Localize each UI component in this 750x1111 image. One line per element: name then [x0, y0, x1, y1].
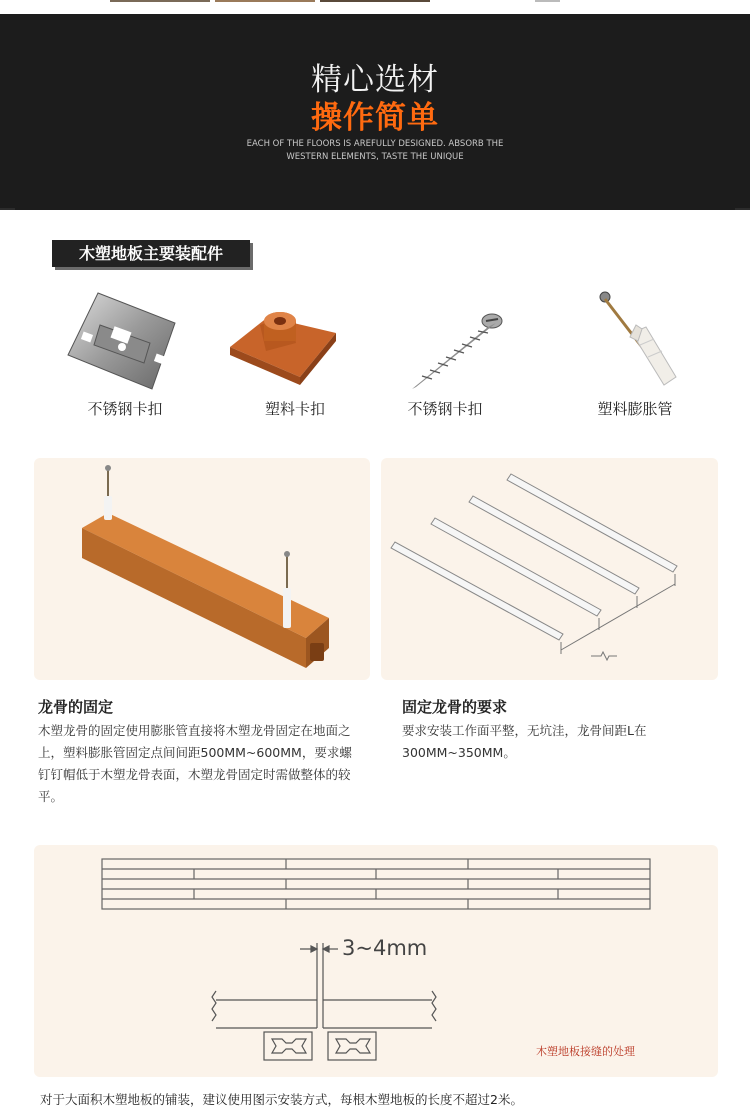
part-label: 不锈钢卡扣 — [87, 400, 163, 418]
keel-fixing-image — [34, 458, 370, 680]
top-strip — [0, 0, 750, 14]
stainless-clip-icon — [40, 285, 210, 395]
keel-fixing-title: 龙骨的固定 — [38, 698, 114, 716]
plastic-clip-icon — [210, 285, 380, 395]
gap-label: 3~4mm — [342, 936, 428, 960]
joint-diagram — [34, 845, 718, 1077]
header-banner — [0, 14, 750, 210]
expansion-tube-icon — [550, 285, 720, 395]
keel-requirement-title: 固定龙骨的要求 — [402, 698, 508, 716]
part-label: 塑料膨胀管 — [597, 400, 673, 418]
banner-title: 精心选材 — [311, 62, 439, 98]
part-screw — [360, 285, 530, 425]
section-title: 木塑地板主要装配件 — [52, 240, 250, 267]
keel-spacing-image — [381, 458, 718, 680]
banner-english-text: EACH OF THE FLOORS IS AREFULLY DESIGNED. ABSORB THE WESTERN ELEMENTS, TASTE THE UNIQUE — [246, 139, 504, 162]
footer-note: 对于大面积木塑地板的铺装，建议使用图示安装方式，每根木塑地板的长度不超过2米。 — [40, 1092, 523, 1107]
keel-fixing-text: 木塑龙骨的固定使用膨胀管直接将木塑龙骨固定在地面之上，塑料膨胀管固定点间间距500MM~600MM，要求螺钉钉帽低于木塑龙骨表面，木塑龙骨固定时需做整体的较平。 — [38, 723, 352, 804]
keel-beam-illustration — [34, 458, 370, 680]
part-expansion-tube — [550, 285, 720, 425]
screw-icon — [360, 285, 530, 395]
keel-requirement-text: 要求安装工作面平整，无坑洼，龙骨间距L在300MM~350MM。 — [402, 723, 647, 760]
joint-caption: 木塑地板接缝的处理 — [536, 1045, 635, 1058]
keel-spacing-diagram — [381, 458, 718, 680]
part-stainless-clip — [40, 285, 210, 425]
part-label: 不锈钢卡扣 — [407, 400, 483, 418]
part-plastic-clip — [210, 285, 380, 425]
part-label: 塑料卡扣 — [264, 400, 325, 418]
banner-subtitle: 操作简单 — [311, 100, 439, 136]
